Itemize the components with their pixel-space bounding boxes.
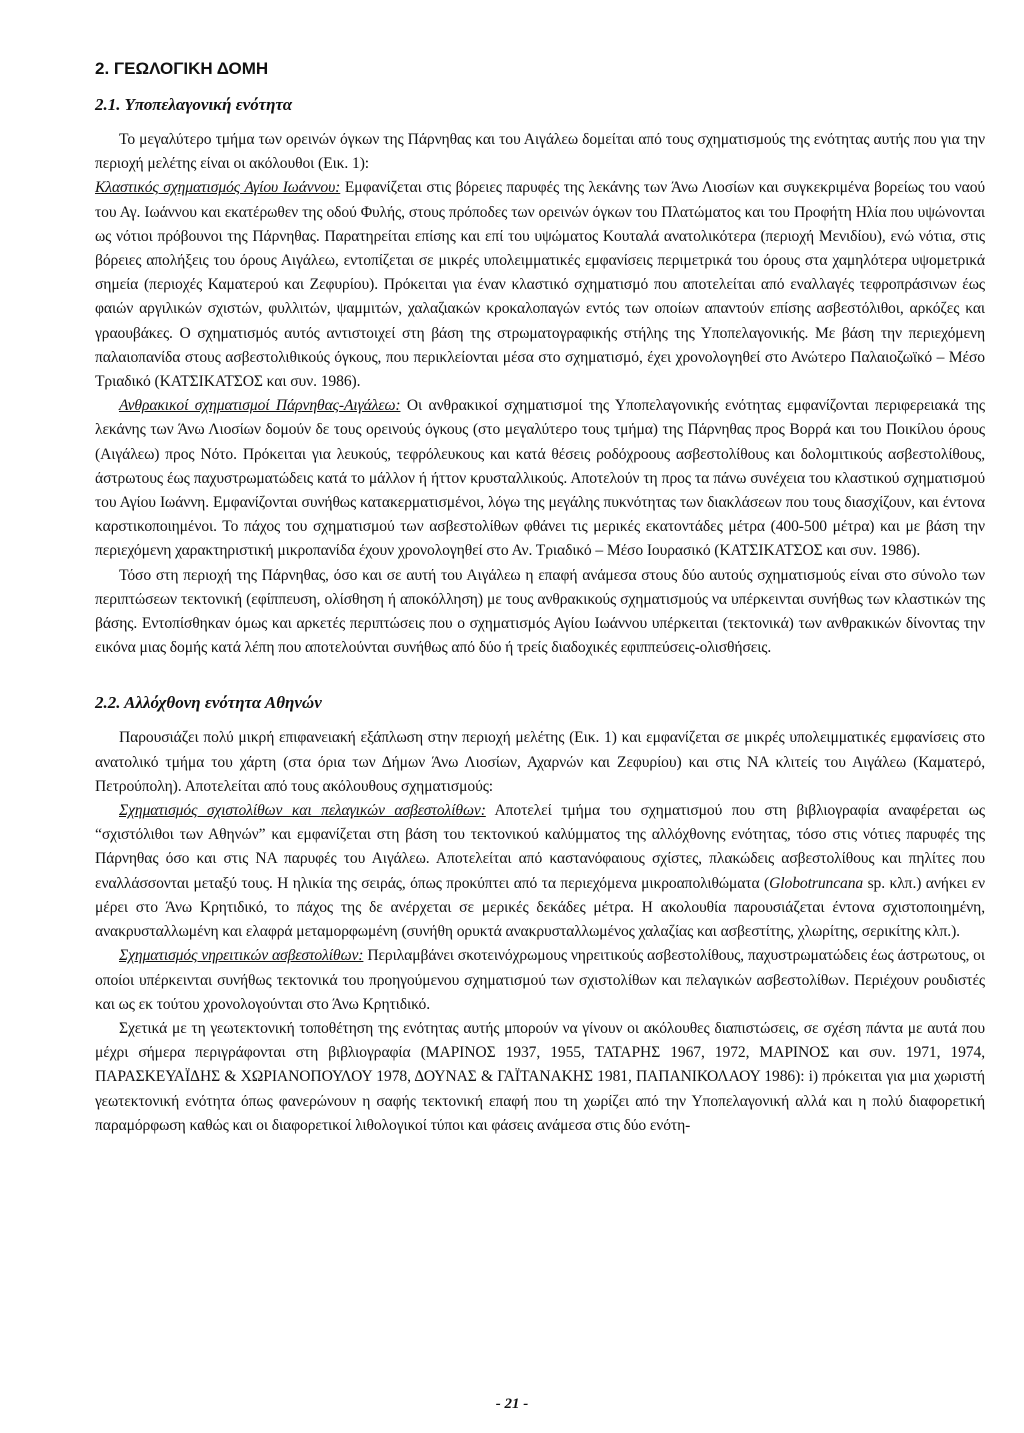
- term-heading: Ανθρακικοί σχηματισμοί Πάρνηθας-Αιγάλεω:: [119, 397, 401, 415]
- paragraph: [95, 799, 985, 944]
- paragraph: Παρουσιάζει πολύ μικρή επιφανειακή εξάπλωση στην περιοχή μελέτης (Εικ. 1) και εμφανίζεται σε μικρές υπολειμματικές εμφανίσεις στο ανατολικό τμήμα του χάρτη (στα όρια των Δήμων Άνω Λιοσίων, Αχαρνών και Ζεφυρίου) και στις ΝΑ κλιτείς του Αιγάλεω (Καματερό, Πετρούπολη). Αποτελείται από τους ακόλουθους σχηματισμούς:: [95, 729, 985, 795]
- paragraph: Το μεγαλύτερο τμήμα των ορεινών όγκων της Πάρνηθας και του Αιγάλεω δομείται από τους σχηματισμούς της ενότητας αυτής που για την περιοχή μελέτης είναι οι ακόλουθοι (Εικ. 1):: [95, 131, 985, 173]
- paragraph: Τόσο στη περιοχή της Πάρνηθας, όσο και σε αυτή του Αιγάλεω η επαφή ανάμεσα στους δύο αυτούς σχηματισμούς είναι στο σύνολο των περιπτώσεων τεκτονική (εφίππευση, ολίσθηση ή αποκόλληση) με τους ανθρακικούς σχηματισμούς να υπέρκεινται συνήθως των κλαστικών της βάσης. Εντοπίσθηκαν όμως και αρκετές περιπτώσεις που ο σχηματισμός Αγίου Ιωάννου υπέρκειται (τεκτονικά) των ανθρακικών δίνοντας την εικόνα μιας δομής κατά λέπη που αποτελούνται συνήθως από δύο ή τρείς διαδοχικές εφιππεύσεις-ολισθήσεις.: [95, 566, 985, 657]
- subsection-title-2-2: 2.2. Αλλόχθονη ενότητα Αθηνών: [95, 693, 322, 713]
- term-heading: Σχηματισμός σχιστολίθων και πελαγικών ασβεστολίθων:: [119, 802, 486, 820]
- paragraph: [95, 394, 985, 563]
- taxon-name: Globotruncana: [769, 874, 864, 892]
- paragraph-text: Εμφανίζεται στις βόρειες παρυφές της λεκάνης των Άνω Λιοσίων και συγκεκριμένα βορείως του ναού του Αγ. Ιωάννου και εκατέρωθεν της οδού Φυλής, στους πρόποδες των ορεινών όγκων του Πλατώματος και του Προφήτη Ηλία που υψώνονται ως νότιοι πρόβουνοι της Πάρνηθας. Παρατηρείται επίσης και επί του υψώματος Κουταλά ανατολικότερα (περιοχή Μενιδίου), ενώ νότια, στις βόρειες απολήξεις του όρους Αιγάλεω, εντοπίζεται σε μικρές υπολειμματικές εμφανίσεις περιμετρικά του όρους στα χαμηλότερα υψομετρικά σημεία (περιοχές Καματερού και Ζεφυρίου). Πρόκειται για έναν κλαστικό σχηματισμό που αποτελείται από εναλλαγές τεφροπράσινων έως φαιών αργιλικών σχιστών, φυλλιτών, ψαμμιτών, χαλαζιακών κροκαλοπαγών εντός των οποίων απαντούν επίσης ασβεστόλιθοι, αρκόζες και γραουβάκες. Ο σχηματισμός αυτός αντιστοιχεί στη βάση της στρωματογραφικής στήλης της Υποπελαγονικής. Με βάση την περιεχόμενη παλαιοπανίδα στους ασβεστολιθικούς όγκους, που περικλείονται μέσα στο σχηματισμό, έχει χρονολογηθεί στο Ανώτερο Παλαιοζωϊκό – Μέσο Τριαδικό (ΚΑΤΣΙΚΑΤΣΟΣ και συν. 1986).: [95, 179, 986, 391]
- paragraph-text: Αποτελεί τμήμα του σχηματισμού που στη βιβλιογραφία αναφέρεται ως “σχιστόλιθοι των Αθηνών” και εμφανίζεται στη βάση του τεκτονικού καλύμματος της αλλόχθονης ενότητας, τόσο στις νότιες παρυφές της Πάρνηθας όσο και στις ΝΑ παρυφές του Αιγάλεω. Αποτελείται από καστανόφαιους σχίστες, πλακώδεις ασβεστολίθους και πηλίτες που εναλλάσσονται μεταξύ τους. Η ηλικία της σειράς, όπως προκύπτει από τα περιεχόμενα μικροαπολιθώματα (: [95, 802, 985, 892]
- page-body: [95, 44, 985, 1138]
- paragraph: [95, 944, 985, 1017]
- paragraph-text: Οι ανθρακικοί σχηματισμοί της Υποπελαγονικής ενότητας εμφανίζονται περιφερειακά της λεκάνης των Άνω Λιοσίων δομούν δε τους ορεινούς όγκους (στο μεγαλύτερο τους τμήμα) της Πάρνηθας προς Βορρά και του Ποικίλου όρους (Αιγάλεω) προς Νότο. Πρόκειται για λευκούς, τεφρόλευκους και κατά θέσεις ροδόχροους ασβεστολίθους και δολομιτικούς ασβεστολίθους, άστρωτους έως παχυστρωματώδεις κατά το μάλλον ή ήττον κρυσταλλικούς. Αποτελούν τη προς τα πάνω συνέχεια του κλαστικού σχηματισμού του Αγίου Ιωάννη. Εμφανίζονται συνήθως κατακερματισμένοι, λόγω της μεγάλης πυκνότητας των διακλάσεων που τους διασχίζουν, και έντονα καρστικοποιημένοι. Το πάχος του σχηματισμού των ασβεστολίθων φθάνει τις μερικές εκατοντάδες μέτρα (400-500 μέτρα) και με βάση την περιεχόμενη χαρακτηριστική μικροπανίδα έχουν χρονολογηθεί στο Αν. Τριαδικό – Μέσο Ιουρασικό (ΚΑΤΣΙΚΑΤΣΟΣ και συν. 1986).: [95, 397, 985, 560]
- subsection-title-2-1: 2.1. Υποπελαγονική ενότητα: [95, 95, 293, 114]
- paragraph-text: Περιλαμβάνει σκοτεινόχρωμους νηρειτικούς ασβεστολίθους, παχυστρωματώδεις έως άστρωτους, οι οποίοι υπέρκεινται συνήθως τεκτονικά του προηγούμενου σχηματισμού των σχιστολίθων και πελαγικών ασβεστολίθων. Περιέχουν ρουδιστές και ως εκ τούτου χρονολογούνται στο Άνω Κρητιδικό.: [95, 947, 985, 1013]
- section-title: 2. ΓΕΩΛΟΓΙΚΗ ΔΟΜΗ: [95, 59, 269, 78]
- paragraph: [95, 176, 985, 394]
- paragraph: Σχετικά με τη γεωτεκτονική τοποθέτηση της ενότητας αυτής μπορούν να γίνουν οι ακόλουθες διαπιστώσεις, σε σχέση πάντα με αυτά που μέχρι σήμερα περιγράφονται στη βιβλιογραφία (ΜΑΡΙΝΟΣ 1937, 1955, ΤΑΤΑΡΗΣ 1967, 1972, ΜΑΡΙΝΟΣ και συν. 1971, 1974, ΠΑΡΑΣΚΕΥΑΪΔΗΣ & ΧΩΡΙΑΝΟΠΟΥΛΟΥ 1978, ΔΟΥΝΑΣ & ΓΑΪΤΑΝΑΚΗΣ 1981, ΠΑΠΑΝΙΚΟΛΑΟΥ 1986): i) πρόκειται για μια χωριστή γεωτεκτονική ενότητα όπως φανερώνουν η σαφής τεκτονική επαφή που τη χωρίζει από την Υποπελαγονική αλλά και η πολύ διαφορετική παραμόρφωση καθώς και οι διαφορετικοί λιθολογικοί τύποι και φάσεις ανάμεσα στις δύο ενότη-: [95, 1019, 985, 1134]
- term-heading: Σχηματισμός νηρειτικών ασβεστολίθων:: [119, 947, 364, 965]
- page-number: - 21 -: [495, 1396, 529, 1412]
- paragraph-text: sp. κλπ.) ανήκει εν μέρει στο Άνω Κρητιδικό, το πάχος της δε ανέρχεται σε μερικές δεκάδες μέτρα. Η ακολουθία παρουσιάζεται έντονα σχιστοποιημένη, ανακρυσταλλωμένη και ελαφρά μεταμορφωμένη (συνήθη ορυκτά ανακρυσταλλωμένος χαλαζίας και ασβεστίτης, χλωρίτης, σερικίτης κλπ.).: [95, 874, 985, 941]
- term-heading: Κλαστικός σχηματισμός Αγίου Ιωάννου:: [95, 179, 341, 197]
